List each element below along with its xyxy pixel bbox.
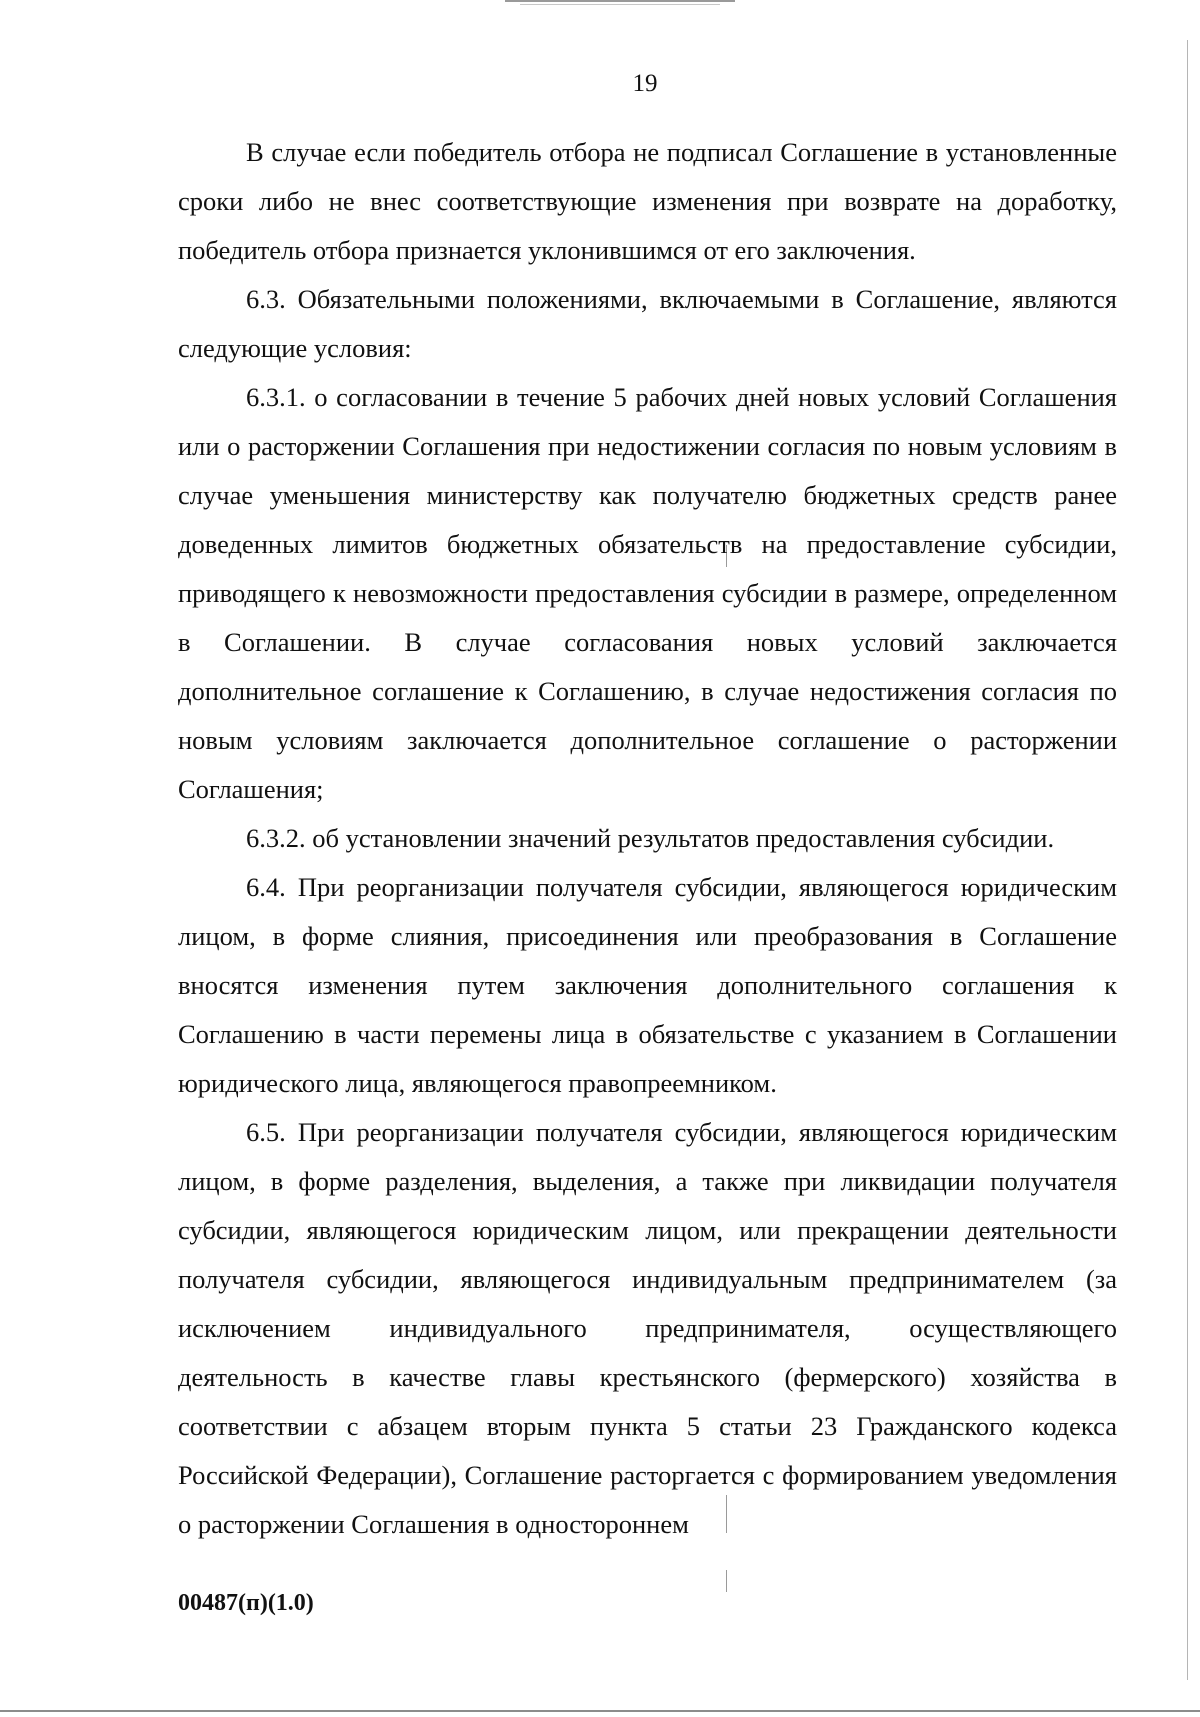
scan-edge-line (1187, 40, 1188, 1680)
paragraph: 6.4. При реорганизации получателя субсидии, являющегося юридическим лицом, в форме слияния, присоединения или преобразования в Соглашение вносятся изменения путем заключения дополнительного соглашения к Соглашению в части перемены лица в обязательстве с указанием в Соглашении юридического лица, являющегося правопреемником. (178, 872, 1117, 1098)
paragraph: 6.5. При реорганизации получателя субсидии, являющегося юридическим лицом, в форме разделения, выделения, а также при ликвидации получателя субсидии, являющегося юридическим лицом, или прекращении деятельности получателя субсидии, являющегося индивидуальным предпринимателем (за исключением индивидуального предпринимателя, осуществляющего деятельность в качестве главы крестьянского (фермерского) хозяйства в соответствии с абзацем вторым пункта 5 статьи 23 Гражданского кодекса Российской Федерации), Соглашение расторгается с формированием уведомления о расторжении Соглашения в одностороннем (178, 1117, 1117, 1539)
page-number: 19 (632, 70, 658, 97)
scan-edge-line (520, 4, 720, 5)
body-text (178, 128, 1117, 1549)
scan-edge-line (505, 0, 735, 2)
paragraph: 6.3.1. о согласовании в течение 5 рабочих дней новых условий Соглашения или о расторжении Соглашения при недостижении согласия по новым условиям в случае уменьшения министерству как получателю бюджетных средств ранее доведенных лимитов бюджетных обязательств на предоставление субсидии, приводящего к невозможности предоставления субсидии в размере, определенном в Соглашении. В случае согласования новых условий заключается дополнительное соглашение к Соглашению, в случае недостижения согласия по новым условиям заключается дополнительное соглашение о расторжении Соглашения; (178, 382, 1117, 804)
paragraph: 6.3. Обязательными положениями, включаемыми в Соглашение, являются следующие условия: (178, 284, 1117, 363)
paragraph: В случае если победитель отбора не подписал Соглашение в установленные сроки либо не внес соответствующие изменения при возврате на доработку, победитель отбора признается уклонившимся от его заключения. (178, 137, 1117, 265)
paragraph: 6.3.2. об установлении значений результатов предоставления субсидии. (246, 823, 1055, 853)
scan-artifact (726, 1570, 727, 1592)
scan-edge-line (0, 1710, 1200, 1712)
document-code: 00487(п)(1.0) (178, 1590, 314, 1616)
